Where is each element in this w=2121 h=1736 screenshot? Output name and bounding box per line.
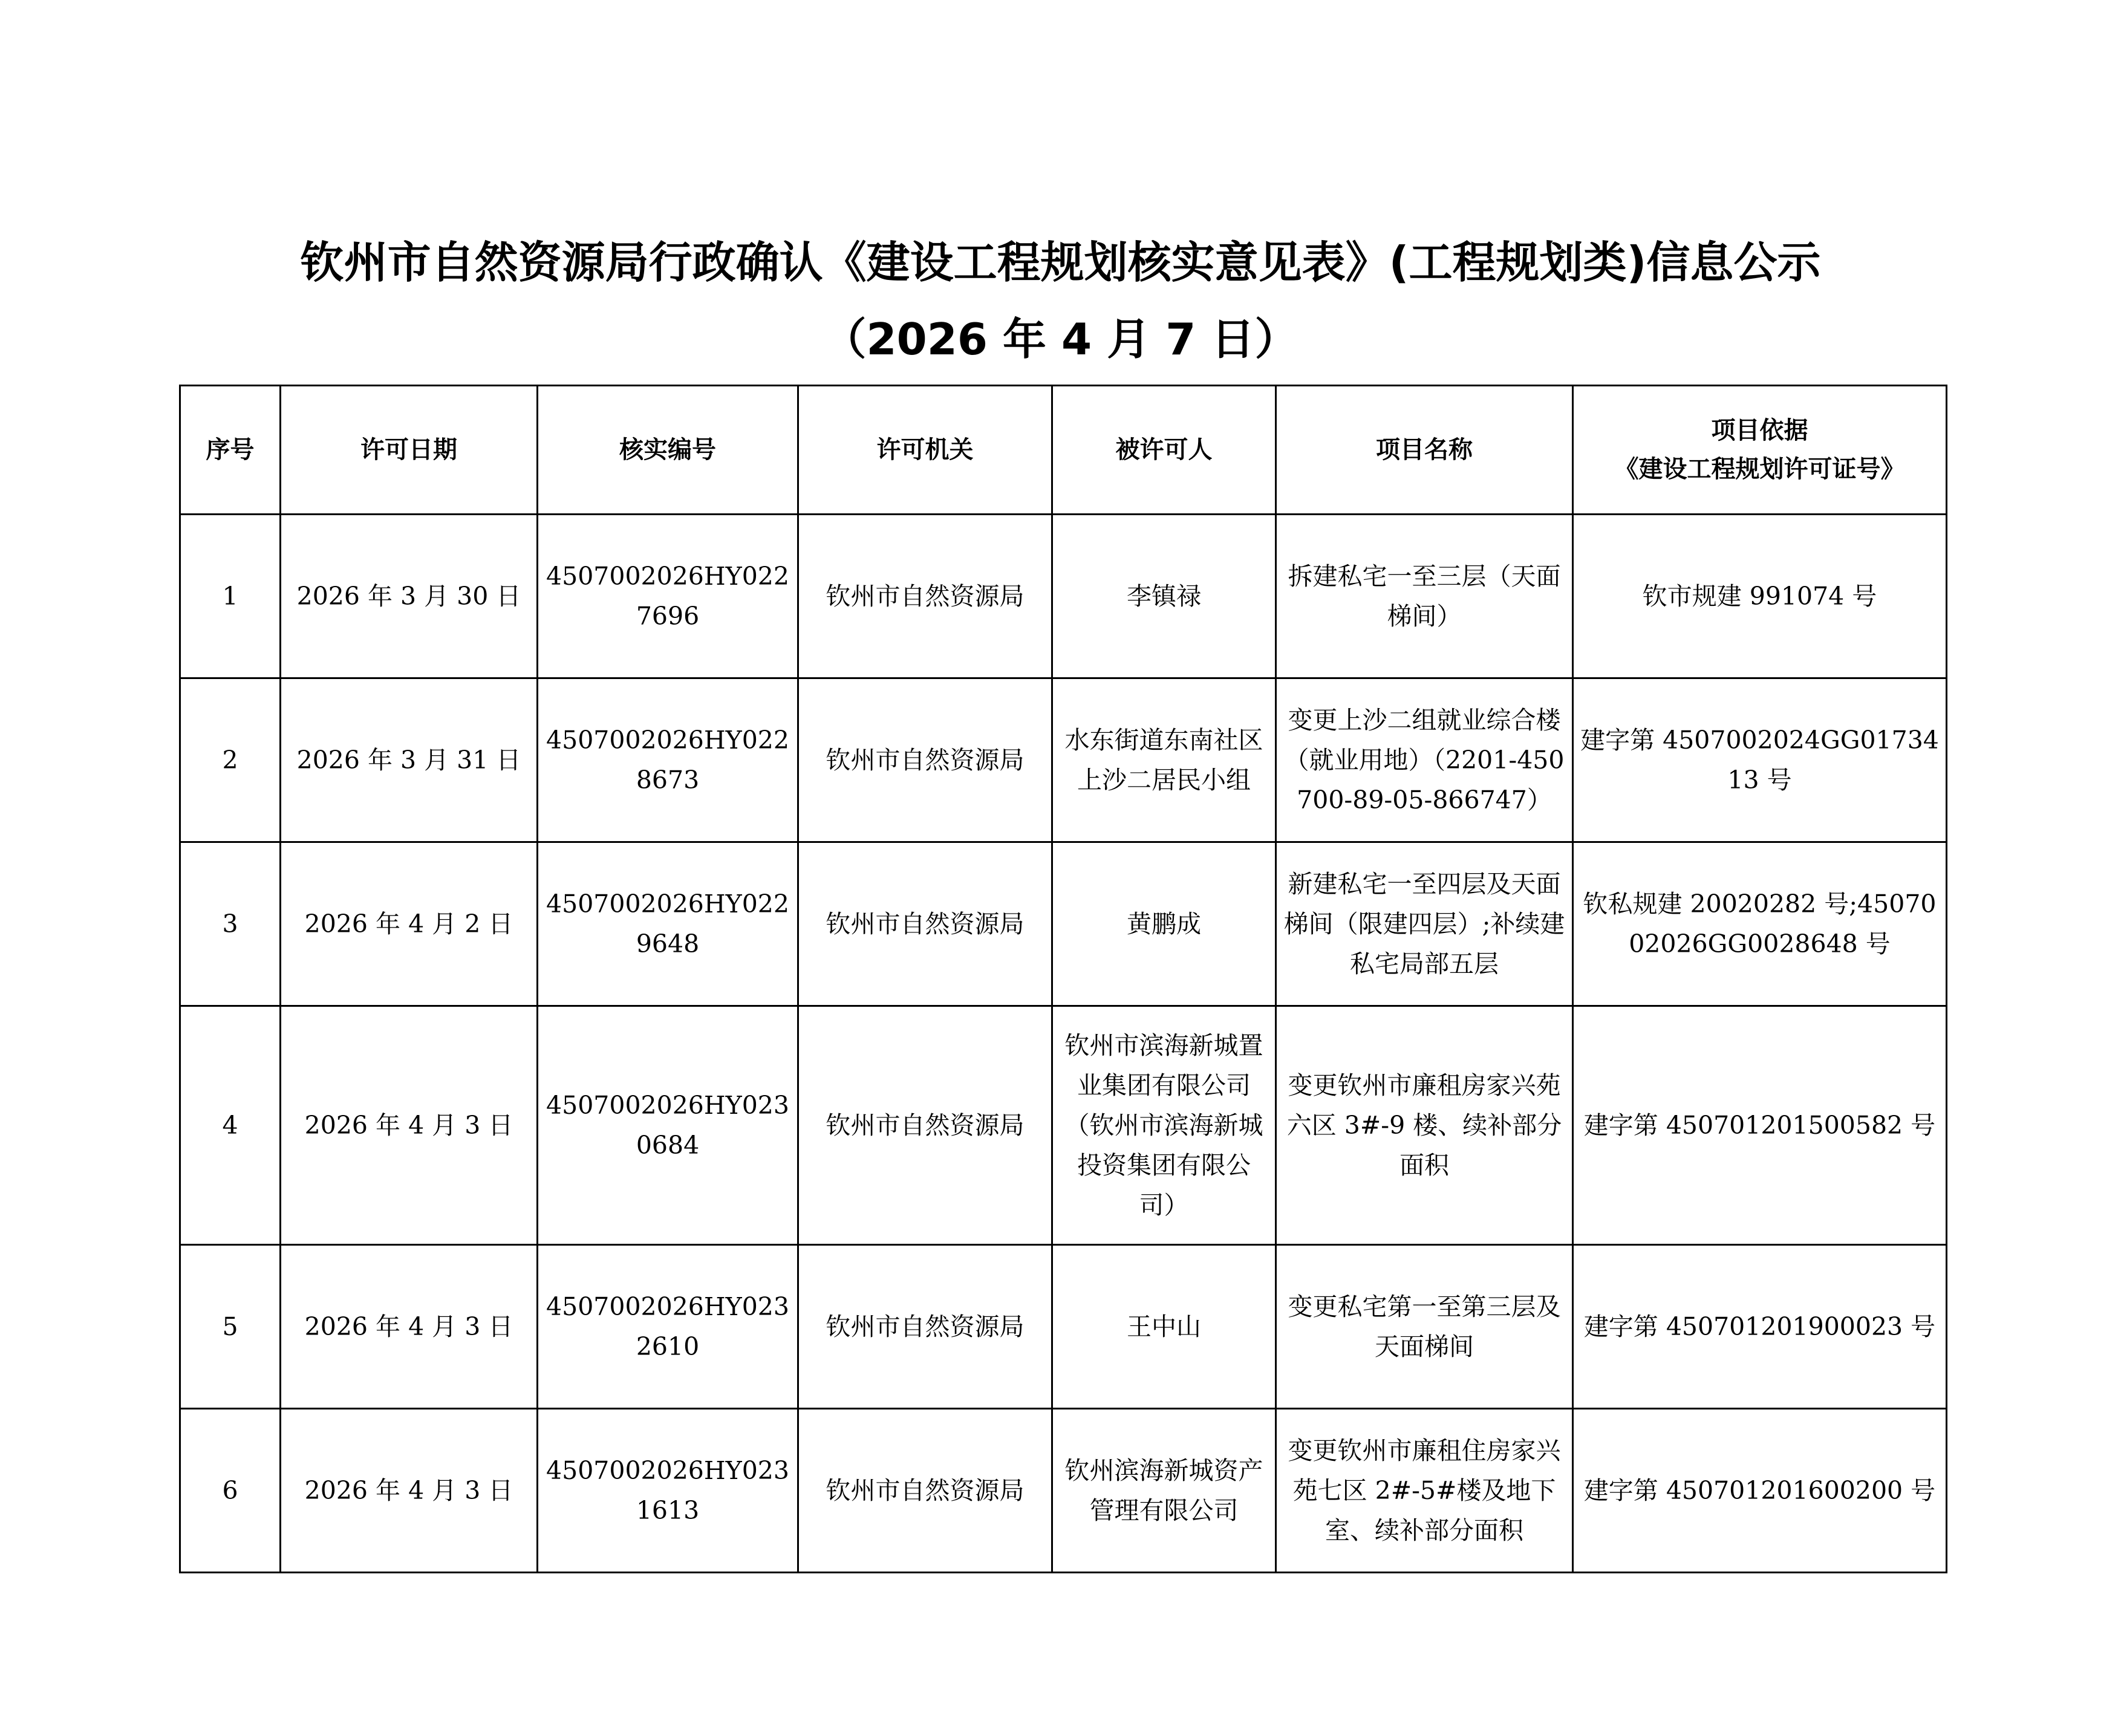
cell-seq: 5	[180, 1245, 281, 1409]
cell-seq: 6	[180, 1409, 281, 1573]
cell-date: 2026 年 3 月 30 日	[281, 515, 538, 678]
cell-project-basis: 建字第 450701201500582 号	[1573, 1006, 1947, 1245]
cell-authority: 钦州市自然资源局	[798, 515, 1052, 678]
cell-project-name: 新建私宅一至四层及天面梯间（限建四层）;补续建私宅局部五层	[1276, 842, 1573, 1006]
cell-authority: 钦州市自然资源局	[798, 1409, 1052, 1573]
header-authority: 许可机关	[798, 386, 1052, 515]
cell-licensee: 黄鹏成	[1052, 842, 1276, 1006]
cell-seq: 3	[180, 842, 281, 1006]
header-permit-date: 许可日期	[281, 386, 538, 515]
document-date-subtitle: （2026 年 4 月 7 日）	[823, 314, 1298, 365]
cell-project-name: 变更上沙二组就业综合楼（就业用地）（2201-450700-89-05-866747）	[1276, 678, 1573, 842]
table-row	[180, 1006, 1947, 1245]
cell-date: 2026 年 4 月 2 日	[281, 842, 538, 1006]
cell-verify-number: 4507002026HY0229648	[538, 842, 798, 1006]
cell-date: 2026 年 3 月 31 日	[281, 678, 538, 842]
table-row	[180, 515, 1947, 678]
cell-verify-number: 4507002026HY0227696	[538, 515, 798, 678]
publicity-table	[179, 385, 1947, 1573]
cell-licensee: 钦州市滨海新城置业集团有限公司（钦州市滨海新城投资集团有限公司）	[1052, 1006, 1276, 1245]
table-row	[180, 842, 1947, 1006]
cell-licensee: 水东街道东南社区上沙二居民小组	[1052, 678, 1276, 842]
header-basis-line1: 项目依据	[1711, 417, 1808, 444]
cell-project-basis: 钦市规建 991074 号	[1573, 515, 1947, 678]
cell-licensee: 王中山	[1052, 1245, 1276, 1409]
cell-verify-number: 4507002026HY0231613	[538, 1409, 798, 1573]
table-row	[180, 1409, 1947, 1573]
cell-authority: 钦州市自然资源局	[798, 1006, 1052, 1245]
cell-project-basis: 建字第 4507002024GG0173413 号	[1573, 678, 1947, 842]
header-seq: 序号	[180, 386, 281, 515]
cell-date: 2026 年 4 月 3 日	[281, 1245, 538, 1409]
cell-authority: 钦州市自然资源局	[798, 1245, 1052, 1409]
table-row	[180, 1245, 1947, 1409]
cell-verify-number: 4507002026HY0232610	[538, 1245, 798, 1409]
cell-project-name: 变更私宅第一至第三层及天面梯间	[1276, 1245, 1573, 1409]
cell-date: 2026 年 4 月 3 日	[281, 1006, 538, 1245]
cell-verify-number: 4507002026HY0230684	[538, 1006, 798, 1245]
header-project-basis	[1573, 386, 1947, 515]
header-verify-number: 核实编号	[538, 386, 798, 515]
cell-authority: 钦州市自然资源局	[798, 678, 1052, 842]
cell-seq: 4	[180, 1006, 281, 1245]
cell-date: 2026 年 4 月 3 日	[281, 1409, 538, 1573]
cell-seq: 1	[180, 515, 281, 678]
cell-licensee: 钦州滨海新城资产管理有限公司	[1052, 1409, 1276, 1573]
header-basis-line2: 《建设工程规划许可证号》	[1614, 455, 1905, 483]
table-row	[180, 678, 1947, 842]
cell-verify-number: 4507002026HY0228673	[538, 678, 798, 842]
cell-project-name: 变更钦州市廉租住房家兴苑七区 2#-5#楼及地下室、续补部分面积	[1276, 1409, 1573, 1573]
header-project-name: 项目名称	[1276, 386, 1573, 515]
cell-seq: 2	[180, 678, 281, 842]
table-header-row	[180, 386, 1947, 515]
cell-project-name: 变更钦州市廉租房家兴苑六区 3#-9 楼、续补部分面积	[1276, 1006, 1573, 1245]
header-licensee: 被许可人	[1052, 386, 1276, 515]
cell-project-basis: 建字第 450701201900023 号	[1573, 1245, 1947, 1409]
cell-licensee: 李镇禄	[1052, 515, 1276, 678]
cell-project-basis: 钦私规建 20020282 号;4507002026GG0028648 号	[1573, 842, 1947, 1006]
document-title: 钦州市自然资源局行政确认《建设工程规划核实意见表》(工程规划类)信息公示	[300, 237, 1821, 288]
cell-project-name: 拆建私宅一至三层（天面梯间）	[1276, 515, 1573, 678]
cell-project-basis: 建字第 450701201600200 号	[1573, 1409, 1947, 1573]
cell-authority: 钦州市自然资源局	[798, 842, 1052, 1006]
